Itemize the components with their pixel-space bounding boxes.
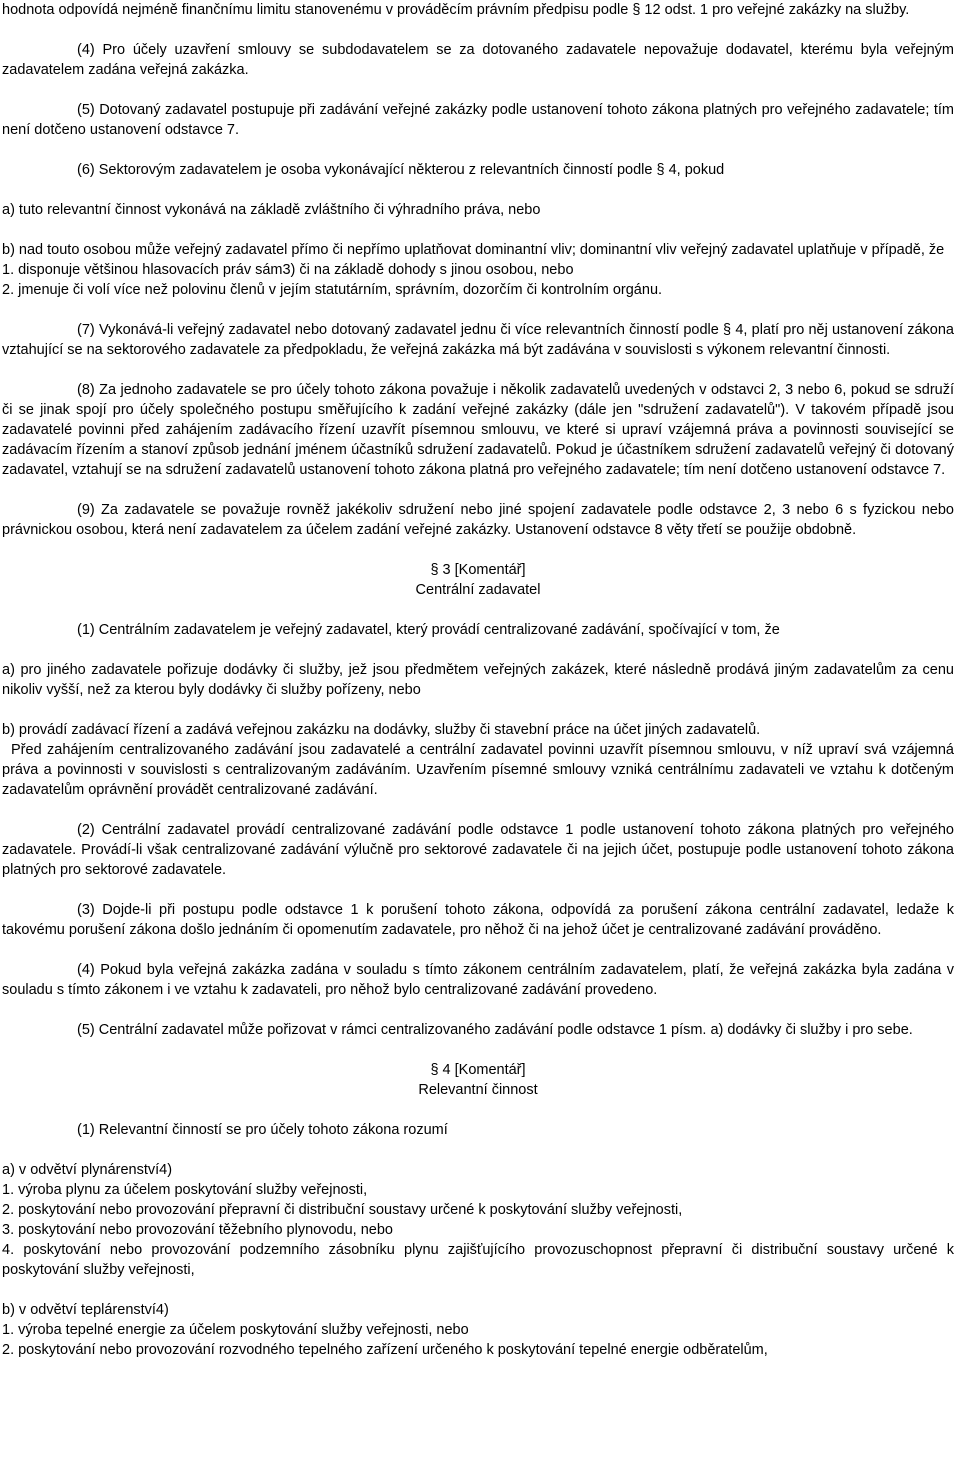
paragraph-4-1-a: a) v odvětví plynárenství4)	[2, 1162, 173, 1178]
paragraph-3-1-a: a) pro jiného zadavatele pořizuje dodávky či služby, jež jsou předmětem veřejných zakázek, které následně prodává jiným zadavatelům za cenu nikoliv vyšší, než za kterou byly dodávky či služby pořízeny, nebo	[2, 662, 954, 698]
paragraph-2-8: (8) Za jednoho zadavatele se pro účely tohoto zákona považuje i několik zadavatelů uvedených v odstavci 2, 3 nebo 6, pokud se sdruží či se jinak spojí pro účely společného postupu směřujícího k zadání veřejné zakázky (dále jen "sdružení zadavatelů"). V takovém případě jsou zadavatelé povinni před zahájením zadávacího řízení uzavřít písemnou smlouvu, ve které si upraví vzájemná práva a povinnosti související se zadávacím řízením a stanoví způsob jednání jménem účastníků sdružení zadavatelů. Pokud je účastníkem sdružení zadavatelů veřejný či dotovaný zadavatel, vztahují se na sdružení zadavatelů ustanovení tohoto zákona platná pro veřejného zadavatele; tím není dotčeno ustanovení odstavce 7.	[2, 382, 954, 478]
paragraph-4-1: (1) Relevantní činností se pro účely tohoto zákona rozumí	[77, 1122, 448, 1138]
paragraph-2-7: (7) Vykonává-li veřejný zadavatel nebo dotovaný zadavatel jednu či více relevantních činností podle § 4, platí pro něj ustanovení zákona vztahující se na sektorového zadavatele za předpokladu, že veřejná zakázka má být zadávána v souvislosti s výkonem relevantní činnosti.	[2, 322, 954, 358]
paragraph-3-1: (1) Centrálním zadavatelem je veřejný zadavatel, který provádí centralizované zadávání, spočívající v tom, že	[77, 622, 780, 638]
paragraph-4-1-a-2: 2. poskytování nebo provozování přepravní či distribuční soustavy určené k poskytování služby veřejnosti,	[2, 1202, 683, 1218]
paragraph-4-1-b-1: 1. výroba tepelné energie za účelem poskytování služby veřejnosti, nebo	[2, 1322, 469, 1338]
paragraph-4-1-b: b) v odvětví teplárenství4)	[2, 1302, 169, 1318]
section-3-heading: § 3 [Komentář]	[430, 562, 526, 578]
paragraph-3-1-b: b) provádí zadávací řízení a zadává veřejnou zakázku na dodávky, služby či stavební práce na účet jiných zadavatelů.	[2, 722, 761, 738]
paragraph-3-3: (3) Dojde-li při postupu podle odstavce 1 k porušení tohoto zákona, odpovídá za porušení zákona centrální zadavatel, ledaže k takovému porušení zákona došlo jednáním či opomenutím zadavatele, pro něhož či na jehož účet je centralizované zadávání prováděno.	[2, 902, 954, 938]
paragraph-2-6: (6) Sektorovým zadavatelem je osoba vykonávající některou z relevantních činností podle § 4, pokud	[77, 162, 725, 178]
paragraph-3-5: (5) Centrální zadavatel může pořizovat v rámci centralizovaného zadávání podle odstavce 1 písm. a) dodávky či služby i pro sebe.	[77, 1022, 913, 1038]
paragraph-2-5: (5) Dotovaný zadavatel postupuje při zadávání veřejné zakázky podle ustanovení tohoto zákona platných pro veřejného zadavatele; tím není dotčeno ustanovení odstavce 7.	[2, 102, 954, 138]
section-4-heading: § 4 [Komentář]	[430, 1062, 526, 1078]
paragraph-3-4: (4) Pokud byla veřejná zakázka zadána v souladu s tímto zákonem centrálním zadavatelem, platí, že veřejná zakázka byla zadána v souladu s tímto zákonem i ve vztahu k zadavateli, pro něhož bylo centralizované zadávání provedeno.	[2, 962, 954, 998]
paragraph-3-1-closing: Před zahájením centralizovaného zadávání jsou zadavatelé a centrální zadavatel povinni uzavřít písemnou smlouvu, v níž upraví svá vzájemná práva a povinnosti v souvislosti s centralizovaným zadáváním. Uzavřením písemné smlouvy vzniká centrálnímu zadavateli ve vztahu k dotčeným zadavatelům oprávnění provádět centralizované zadávání.	[2, 742, 954, 798]
section-4-title: Relevantní činnost	[418, 1082, 538, 1098]
paragraph-2-6-a: a) tuto relevantní činnost vykonává na základě zvláštního či výhradního práva, nebo	[2, 202, 541, 218]
paragraph-2-6-b-1: 1. disponuje většinou hlasovacích práv sám3) či na základě dohody s jinou osobou, nebo	[2, 262, 574, 278]
paragraph-3-2: (2) Centrální zadavatel provádí centralizované zadávání podle odstavce 1 podle ustanovení tohoto zákona platných pro veřejného zadavatele. Provádí-li však centralizované zadávání výlučně pro sektorové zadavatele či na jejich účet, postupuje podle ustanovení tohoto zákona platných pro sektorové zadavatele.	[2, 822, 954, 878]
paragraph-2-4: (4) Pro účely uzavření smlouvy se subdodavatelem se za dotovaného zadavatele nepovažuje dodavatel, kterému byla veřejným zadavatelem zadána veřejná zakázka.	[2, 42, 954, 78]
paragraph-2-6-b-2: 2. jmenuje či volí více než polovinu členů v jejím statutárním, správním, dozorčím či kontrolním orgánu.	[2, 282, 663, 298]
paragraph-4-1-a-1: 1. výroba plynu za účelem poskytování služby veřejnosti,	[2, 1182, 368, 1198]
paragraph-4-1-a-4: 4. poskytování nebo provozování podzemního zásobníku plynu zajišťujícího provozuschopnost přepravní či distribuční soustavy určené k poskytování služby veřejnosti,	[2, 1242, 954, 1278]
paragraph-2-6-b: b) nad touto osobou může veřejný zadavatel přímo či nepřímo uplatňovat dominantní vliv; dominantní vliv veřejný zadavatel uplatňuje v případě, že	[2, 242, 945, 258]
section-3-title: Centrální zadavatel	[415, 582, 541, 598]
paragraph-continuation: hodnota odpovídá nejméně finančnímu limitu stanovenému v prováděcím právním předpisu podle § 12 odst. 1 pro veřejné zakázky na služby.	[2, 2, 910, 18]
paragraph-2-9: (9) Za zadavatele se považuje rovněž jakékoliv sdružení nebo jiné spojení zadavatele podle odstavce 2, 3 nebo 6 s fyzickou nebo právnickou osobou, která není zadavatelem za účelem zadání veřejné zakázky. Ustanovení odstavce 8 věty třetí se použije obdobně.	[2, 502, 954, 538]
paragraph-4-1-b-2: 2. poskytování nebo provozování rozvodného tepelného zařízení určeného k poskytování tepelné energie odběratelům,	[2, 1342, 768, 1358]
paragraph-4-1-a-3: 3. poskytování nebo provozování těžebního plynovodu, nebo	[2, 1222, 393, 1238]
